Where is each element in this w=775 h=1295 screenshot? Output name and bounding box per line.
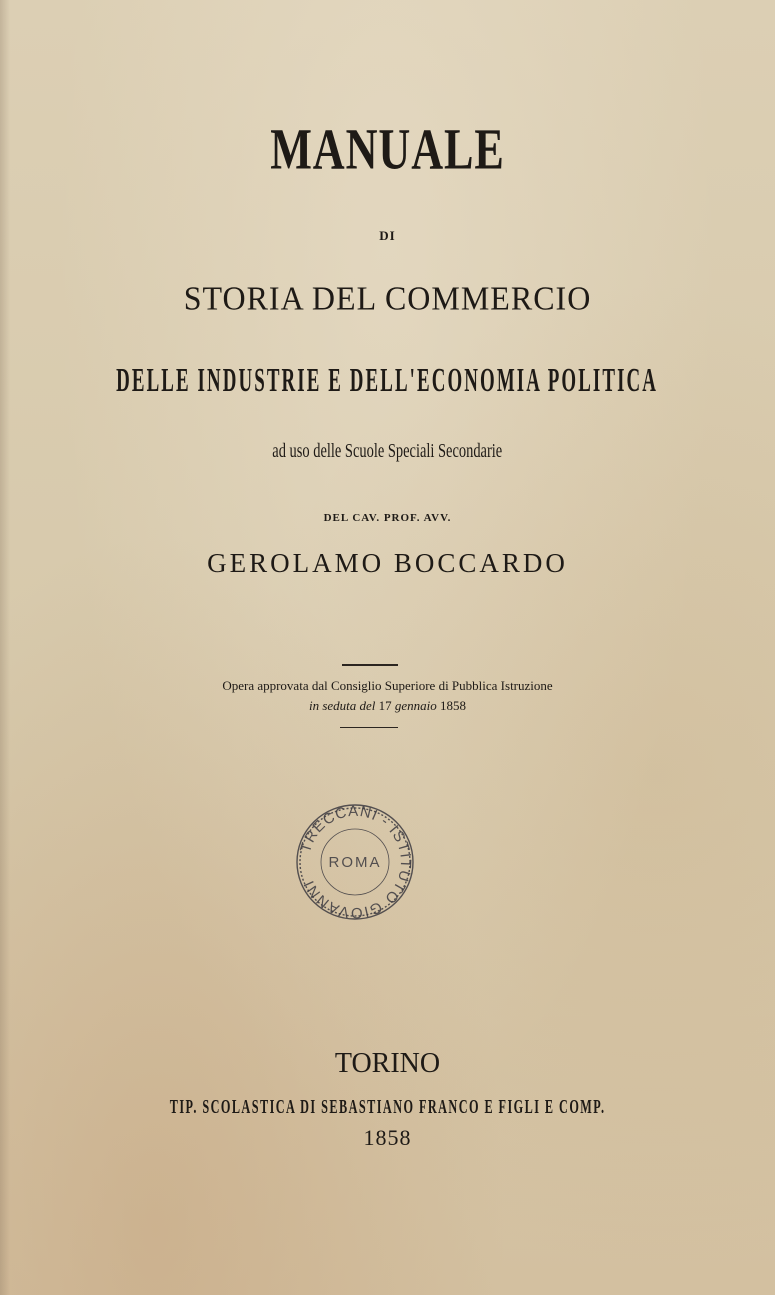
imprint-year: 1858 bbox=[363, 1125, 412, 1150]
library-stamp-icon bbox=[293, 800, 417, 924]
divider-bottom bbox=[340, 727, 398, 728]
author-prefix: DEL CAV. PROF. AVV. bbox=[323, 512, 452, 524]
svg-text:TRECCANI - ISTITUTO GIOVANNI: TRECCANI - ISTITUTO GIOVANNI bbox=[297, 802, 415, 922]
title-connector: DI bbox=[379, 228, 396, 243]
book-title: MANUALE bbox=[270, 117, 505, 182]
svg-text:ROMA: ROMA bbox=[328, 854, 382, 871]
approval-line: Opera approvata dal Consiglio Superiore di Pubblica Istruzione bbox=[222, 678, 553, 693]
approval-date-year: 1858 bbox=[440, 698, 467, 713]
imprint-publisher: TIP. SCOLASTICA DI SEBASTIANO FRANCO E FIGLI E COMP. bbox=[169, 1095, 606, 1118]
approval-date-day: 17 bbox=[378, 698, 392, 713]
approval-date-italic-a: in seduta del bbox=[308, 698, 376, 713]
subtitle-industrie: DELLE INDUSTRIE E DELL'ECONOMIA POLITICA bbox=[116, 361, 659, 399]
imprint-city: TORINO bbox=[334, 1048, 441, 1079]
approval-date bbox=[0, 698, 775, 714]
approval-date-italic-b: gennaio bbox=[394, 698, 437, 713]
intended-use: ad uso delle Scuole Speciali Secondarie bbox=[272, 439, 503, 462]
author-name: GEROLAMO BOCCARDO bbox=[207, 548, 568, 578]
subtitle-storia: STORIA DEL COMMERCIO bbox=[183, 279, 592, 317]
divider-top bbox=[342, 664, 398, 666]
